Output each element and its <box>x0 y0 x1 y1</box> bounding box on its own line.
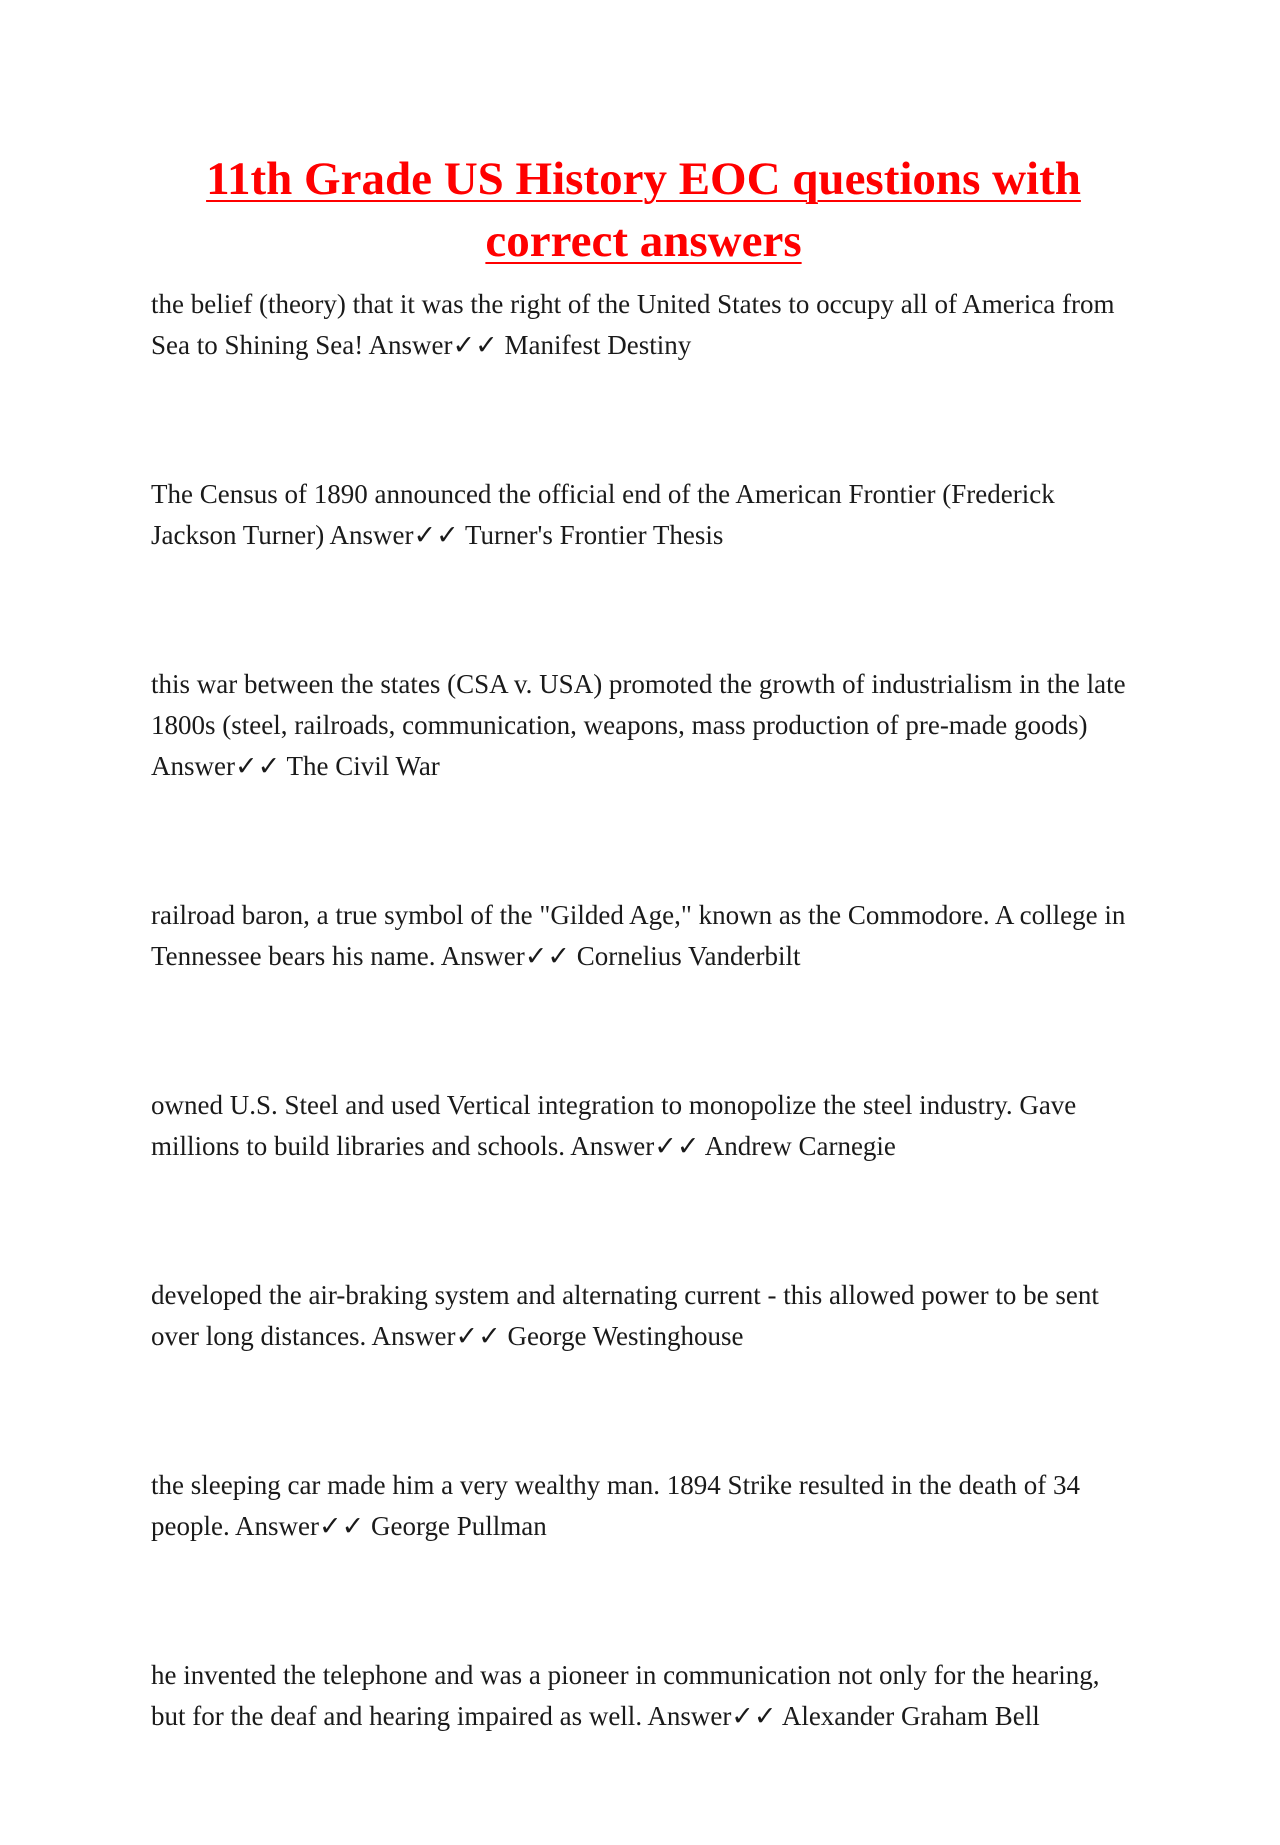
answer-marker: Answer✓✓ <box>151 751 281 781</box>
qa-item <box>151 895 1136 977</box>
qa-item <box>151 664 1136 787</box>
answer-text: George Westinghouse <box>507 1321 744 1351</box>
question-text: developed the air-braking system and alternating current - this allowed power to be sent over long distances. <box>151 1280 1099 1351</box>
question-text: this war between the states (CSA v. USA) promoted the growth of industrialism in the late 1800s (steel, railroads, communication, weapons, mass production of pre-made goods) <box>151 669 1126 740</box>
qa-item <box>151 1275 1136 1357</box>
answer-text: Alexander Graham Bell <box>781 1701 1040 1731</box>
answer-marker: Answer✓✓ <box>440 941 571 971</box>
answer-text: Turner's Frontier Thesis <box>465 520 724 550</box>
answer-marker: Answer✓✓ <box>235 1511 365 1541</box>
qa-item <box>151 1085 1136 1167</box>
question-text: the sleeping car made him a very wealthy man. 1894 Strike resulted in the death of 34 people. <box>151 1470 1080 1541</box>
answer-text: Andrew Carnegie <box>704 1131 896 1161</box>
document-page <box>151 148 1136 1845</box>
qa-item <box>151 474 1136 556</box>
qa-item <box>151 1465 1136 1547</box>
answer-marker: Answer✓✓ <box>570 1131 700 1161</box>
answer-marker: Answer✓✓ <box>329 520 459 550</box>
question-text: railroad baron, a true symbol of the "Gilded Age," known as the Commodore. A college in Tennessee bears his name. <box>151 900 1126 971</box>
answer-text: Manifest Destiny <box>504 330 692 360</box>
qa-list <box>151 284 1136 1737</box>
qa-item <box>151 1655 1136 1737</box>
document-title: 11th Grade US History EOC questions with correct answers <box>206 153 1081 267</box>
answer-text: Cornelius Vanderbilt <box>576 941 801 971</box>
question-text: he invented the telephone and was a pioneer in communication not only for the hearing, but for the deaf and hearing impaired as well. <box>151 1660 1100 1731</box>
answer-marker: Answer✓✓ <box>368 330 498 360</box>
question-text: owned U.S. Steel and used Vertical integration to monopolize the steel industry. Gave millions to build libraries and schools. <box>151 1090 1077 1161</box>
qa-item <box>151 284 1136 366</box>
answer-marker: Answer✓✓ <box>647 1701 777 1731</box>
answer-text: George Pullman <box>370 1511 547 1541</box>
answer-marker: Answer✓✓ <box>371 1321 501 1351</box>
answer-text: The Civil War <box>286 751 440 781</box>
question-text: the belief (theory) that it was the right of the United States to occupy all of America from Sea to Shining Sea! <box>151 289 1115 360</box>
question-text: The Census of 1890 announced the official end of the American Frontier (Frederick Jackson Turner) <box>151 479 1055 550</box>
